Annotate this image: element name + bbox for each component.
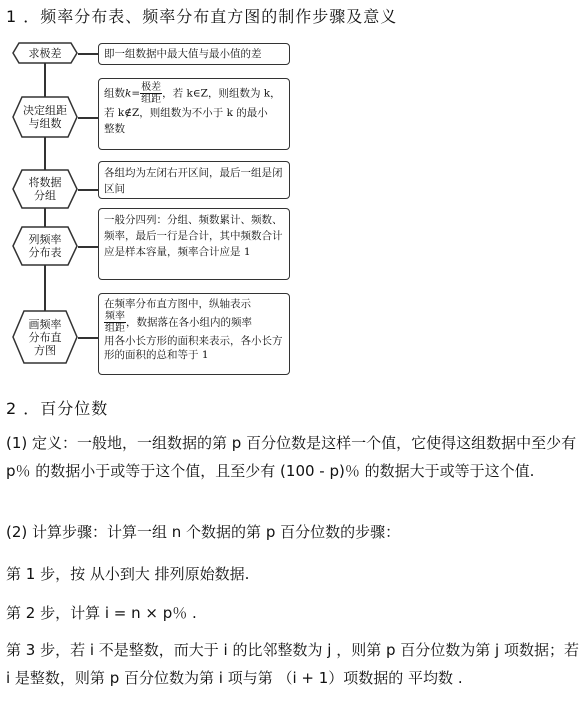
- box5-frac-after: ，数据落在各小组内的频率: [126, 316, 252, 329]
- box2-line1-rest: ，若 k∈Z，则组数为 k，: [162, 87, 281, 100]
- flow-step-label: 画频率 分布直 方图: [28, 317, 62, 357]
- flowchart: [0, 30, 300, 380]
- section1-heading: 1 ．频率分布表、频率分布直方图的制作步骤及意义: [6, 7, 398, 26]
- flow-box-intervals: 各组均为左闭右开区间，最后一组是闭区间: [98, 161, 290, 199]
- percentile-step-1: 第 1 步，按 从小到大 排列原始数据.: [6, 565, 250, 583]
- flow-box-table-columns: 一般分四列：分组、频数累计、频数、频率，最后一行是合计，其中频数合计应是样本容量，频率合计应是 1: [98, 208, 290, 280]
- box5-line3: 用各小长方形的面积来表示，各小长方形的面积的总和等于 1: [104, 335, 283, 361]
- percentile-steps-intro: (2) 计算步骤：计算一组 n 个数据的第 p 百分位数的步骤：: [6, 523, 401, 541]
- flow-box-range: 即一组数据中最大值与最小值的差: [98, 43, 290, 65]
- percentile-step-3: 第 3 步，若 i 不是整数，而大于 i 的比邻整数为 j ，则第 p 百分位数为第 j 项数据；若 i 是整数，则第 p 百分位数为第 i 项与第 （i + 1）项数据的 平均数 .: [6, 641, 579, 687]
- box2-line2: 若 k∉Z，则组数为不小于 k 的最小: [104, 107, 268, 119]
- flow-connector: [78, 53, 98, 55]
- fraction-range-over-width: $\frac{\text{极差}}{\text{组距}}$: [141, 82, 162, 105]
- flow-box-group-count: [98, 78, 290, 150]
- percentile-definition: (1) 定义：一般地，一组数据的第 p 百分位数是这样一个值，它使得这组数据中至少有 p％ 的数据小于或等于这个值，且至少有 (100 - p)％ 的数据大于或等于这个值.: [6, 434, 577, 480]
- flow-step-histogram: [12, 310, 78, 364]
- box2-line3: 整数: [104, 123, 125, 135]
- flow-step-label: 决定组距 与组数: [23, 104, 67, 130]
- flow-connector: [78, 337, 98, 339]
- flow-step-label: 求极差: [28, 46, 62, 60]
- percentile-step-2: 第 2 步，计算 i = n × p％ .: [6, 604, 197, 622]
- flow-step-label: 将数据 分组: [28, 176, 62, 202]
- flow-connector: [78, 189, 98, 191]
- flow-step-range: [12, 42, 78, 64]
- flow-connector: [78, 246, 98, 248]
- flow-step-grouping: [12, 169, 78, 209]
- flow-step-label: 列频率 分布表: [28, 233, 62, 259]
- box2-pre: 组数: [104, 87, 125, 100]
- fraction-freq-over-width: $\frac{\text{频率}}{\text{组距}}$: [105, 311, 125, 334]
- box5-line1: 在频率分布直方图中，纵轴表示: [104, 298, 251, 310]
- flow-box-histogram: [98, 293, 290, 375]
- flow-step-freq-table: [12, 226, 78, 266]
- flow-connector: [78, 117, 98, 119]
- section2-heading: 2 ．百分位数: [6, 399, 109, 418]
- flow-step-group-width: [12, 96, 78, 138]
- box2-k-eq: k=: [125, 87, 141, 100]
